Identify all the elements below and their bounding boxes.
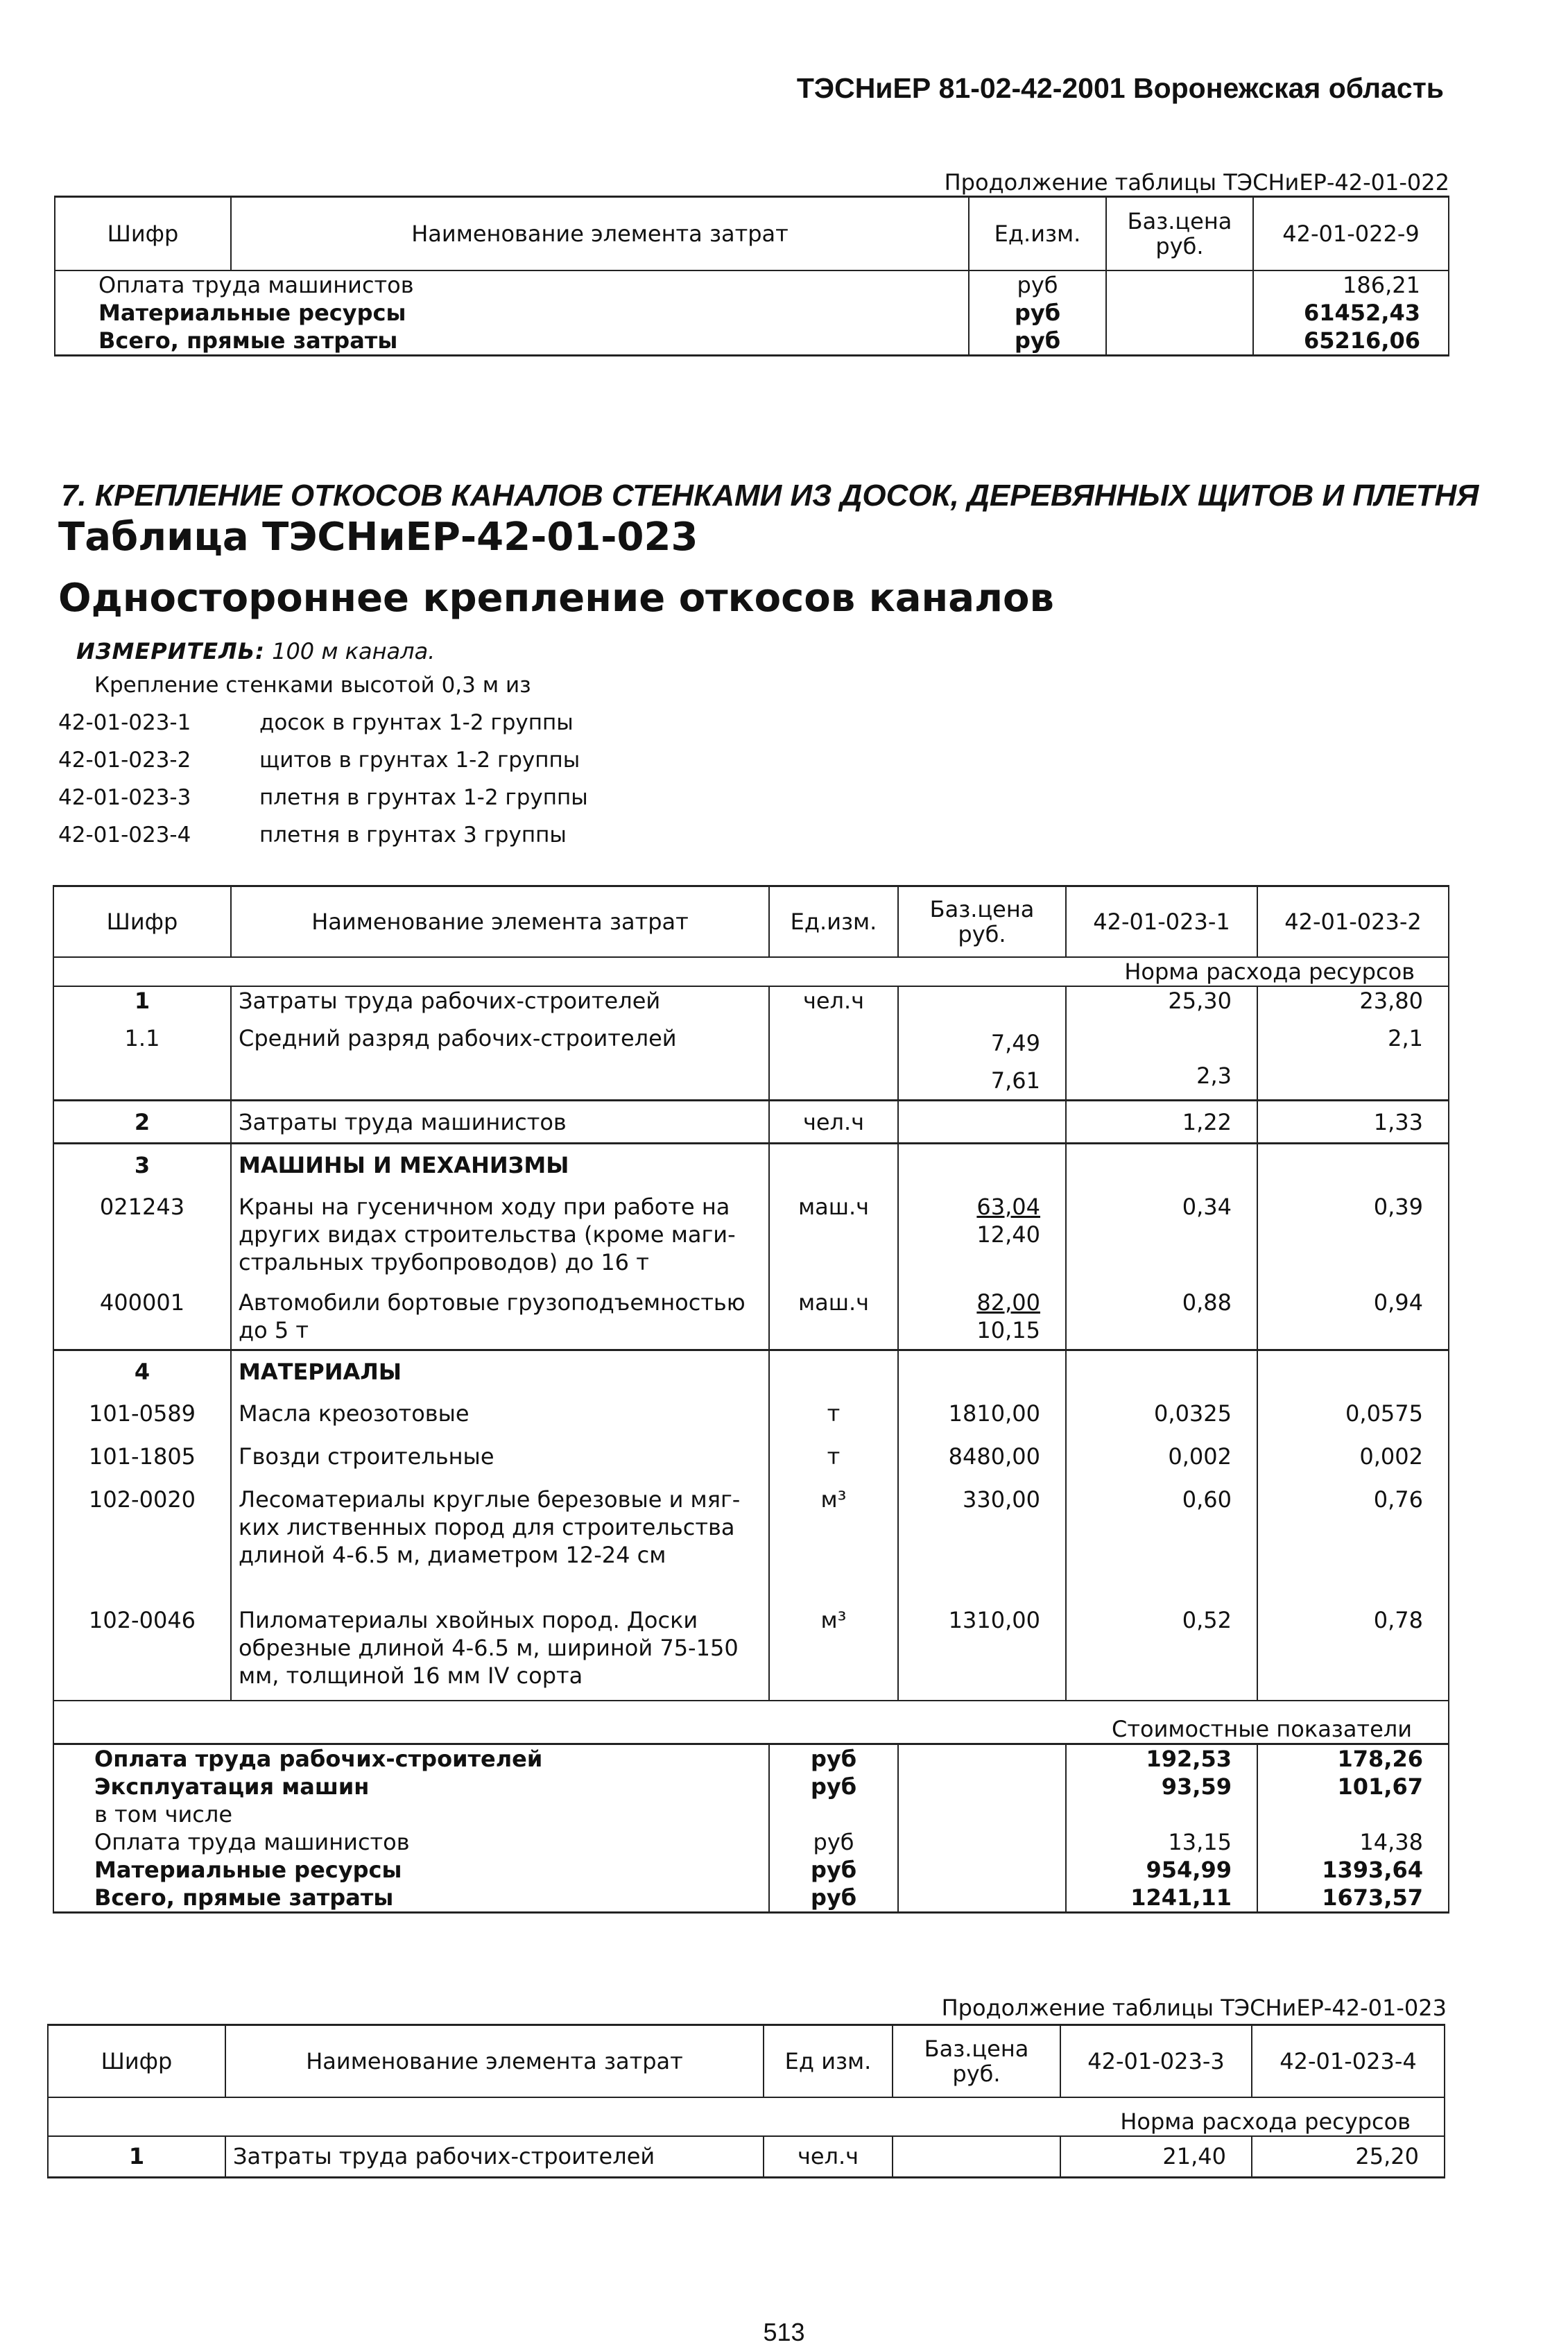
table-row: Оплата труда машинистов руб 13,15 14,38: [53, 1828, 1449, 1856]
cost-label: Стоимостные показатели: [53, 1701, 1449, 1744]
table-42-01-023: [53, 885, 1449, 1914]
table-row: Оплата труда рабочих-строителей руб 192,53 178,26: [53, 1744, 1449, 1773]
list-item: 42-01-023-4 плетня в грунтах 3 группы: [58, 823, 567, 848]
table-row: 1.1 Средний разряд рабочих-строителей 7,49 7,61 2,3 2,1: [53, 1015, 1449, 1101]
col-header-norm: 42-01-022-9: [1253, 197, 1449, 270]
col-header-unit: Ед изм.: [764, 2025, 893, 2097]
col-header-norm-2: 42-01-023-2: [1257, 886, 1449, 957]
table-row: 400001 Автомобили бортовые грузоподъемностью до 5 т маш.ч 82,00 10,15 0,88 0,94: [53, 1280, 1449, 1350]
col-header-name: Наименование элемента затрат: [231, 197, 969, 270]
table-row: 1 Затраты труда рабочих-строителей чел.ч 21,40 25,20: [48, 2136, 1445, 2178]
table-title: Таблица ТЭСНиЕР-42-01-023: [58, 515, 698, 560]
table-42-01-022-continuation: [54, 196, 1449, 356]
table-row: 4 МАТЕРИАЛЫ: [53, 1350, 1449, 1393]
intro-text: Крепление стенками высотой 0,3 м из: [94, 673, 531, 698]
measure-unit: ИЗМЕРИТЕЛЬ: 100 м канала.: [76, 638, 436, 664]
col-header-code: Шифр: [48, 2025, 225, 2097]
table-row: 101-0589 Масла креозотовые т 1810,00 0,0325 0,0575: [53, 1393, 1449, 1436]
continuation-label-2: Продолжение таблицы ТЭСНиЕР-42-01-023: [941, 1995, 1447, 2021]
list-item: 42-01-023-2 щитов в грунтах 1-2 группы: [58, 748, 580, 773]
col-header-norm-4: 42-01-023-4: [1252, 2025, 1445, 2097]
table-row: Всего, прямые затраты руб 1241,11 1673,57: [53, 1884, 1449, 1913]
section-heading: 7. КРЕПЛЕНИЕ ОТКОСОВ КАНАЛОВ СТЕНКАМИ ИЗ ДОСОК, ДЕРЕВЯННЫХ ЩИТОВ И ПЛЕТНЯ: [61, 479, 1479, 513]
table-row: 1 Затраты труда рабочих-строителей чел.ч 25,30 23,80: [53, 986, 1449, 1015]
norm-label: Норма расхода ресурсов: [48, 2097, 1445, 2136]
table-row: 2 Затраты труда машинистов чел.ч 1,22 1,33: [53, 1100, 1449, 1143]
table-row: 3 МАШИНЫ И МЕХАНИЗМЫ: [53, 1143, 1449, 1185]
running-header: ТЭСНиЕР 81-02-42-2001 Воронежская область: [796, 72, 1444, 104]
col-header-unit: Ед.изм.: [969, 197, 1106, 270]
table-row: Материальные ресурсы руб 61452,43: [55, 299, 1449, 327]
continuation-label-1: Продолжение таблицы ТЭСНиЕР-42-01-022: [944, 169, 1449, 196]
table-row: в том числе: [53, 1800, 1449, 1828]
table-row: Всего, прямые затраты руб 65216,06: [55, 327, 1449, 356]
table-row: 102-0046 Пиломатериалы хвойных пород. Доски обрезные длиной 4-6.5 м, шириной 75-150 мм, толщиной 16 мм IV сорта м³ 1310,00 0,52 0,78: [53, 1606, 1449, 1701]
col-header-code: Шифр: [55, 197, 231, 270]
table-row: 101-1805 Гвозди строительные т 8480,00 0,002 0,002: [53, 1436, 1449, 1479]
col-header-price: Баз.цена руб.: [893, 2025, 1060, 2097]
table-row: Материальные ресурсы руб 954,99 1393,64: [53, 1856, 1449, 1884]
table-row: 021243 Краны на гусеничном ходу при работе на других видах строительства (кроме маги- стральных трубопроводов) до 16 т маш.ч 63,04 12,40 0,34 0,39: [53, 1185, 1449, 1280]
col-header-price: Баз.цена руб.: [898, 886, 1066, 957]
norm-label: Норма расхода ресурсов: [53, 957, 1449, 986]
list-item: 42-01-023-1 досок в грунтах 1-2 группы: [58, 710, 574, 735]
table-row: Эксплуатация машин руб 93,59 101,67: [53, 1773, 1449, 1800]
col-header-norm-1: 42-01-023-1: [1066, 886, 1257, 957]
page-number: 513: [763, 2318, 805, 2346]
table-row: 102-0020 Лесоматериалы круглые березовые и мяг- ких лиственных пород для строительства длиной 4-6.5 м, диаметром 12-24 см м³ 330,00 0,60 0,76: [53, 1479, 1449, 1606]
col-header-norm-3: 42-01-023-3: [1060, 2025, 1252, 2097]
table-row: Оплата труда машинистов руб 186,21: [55, 270, 1449, 299]
col-header-name: Наименование элемента затрат: [231, 886, 769, 957]
list-item: 42-01-023-3 плетня в грунтах 1-2 группы: [58, 785, 588, 810]
col-header-price: Баз.цена руб.: [1106, 197, 1253, 270]
col-header-code: Шифр: [53, 886, 231, 957]
col-header-unit: Ед.изм.: [769, 886, 898, 957]
table-subtitle: Одностороннее крепление откосов каналов: [58, 576, 1054, 621]
col-header-name: Наименование элемента затрат: [225, 2025, 764, 2097]
table-42-01-023-continuation: [47, 2024, 1445, 2178]
